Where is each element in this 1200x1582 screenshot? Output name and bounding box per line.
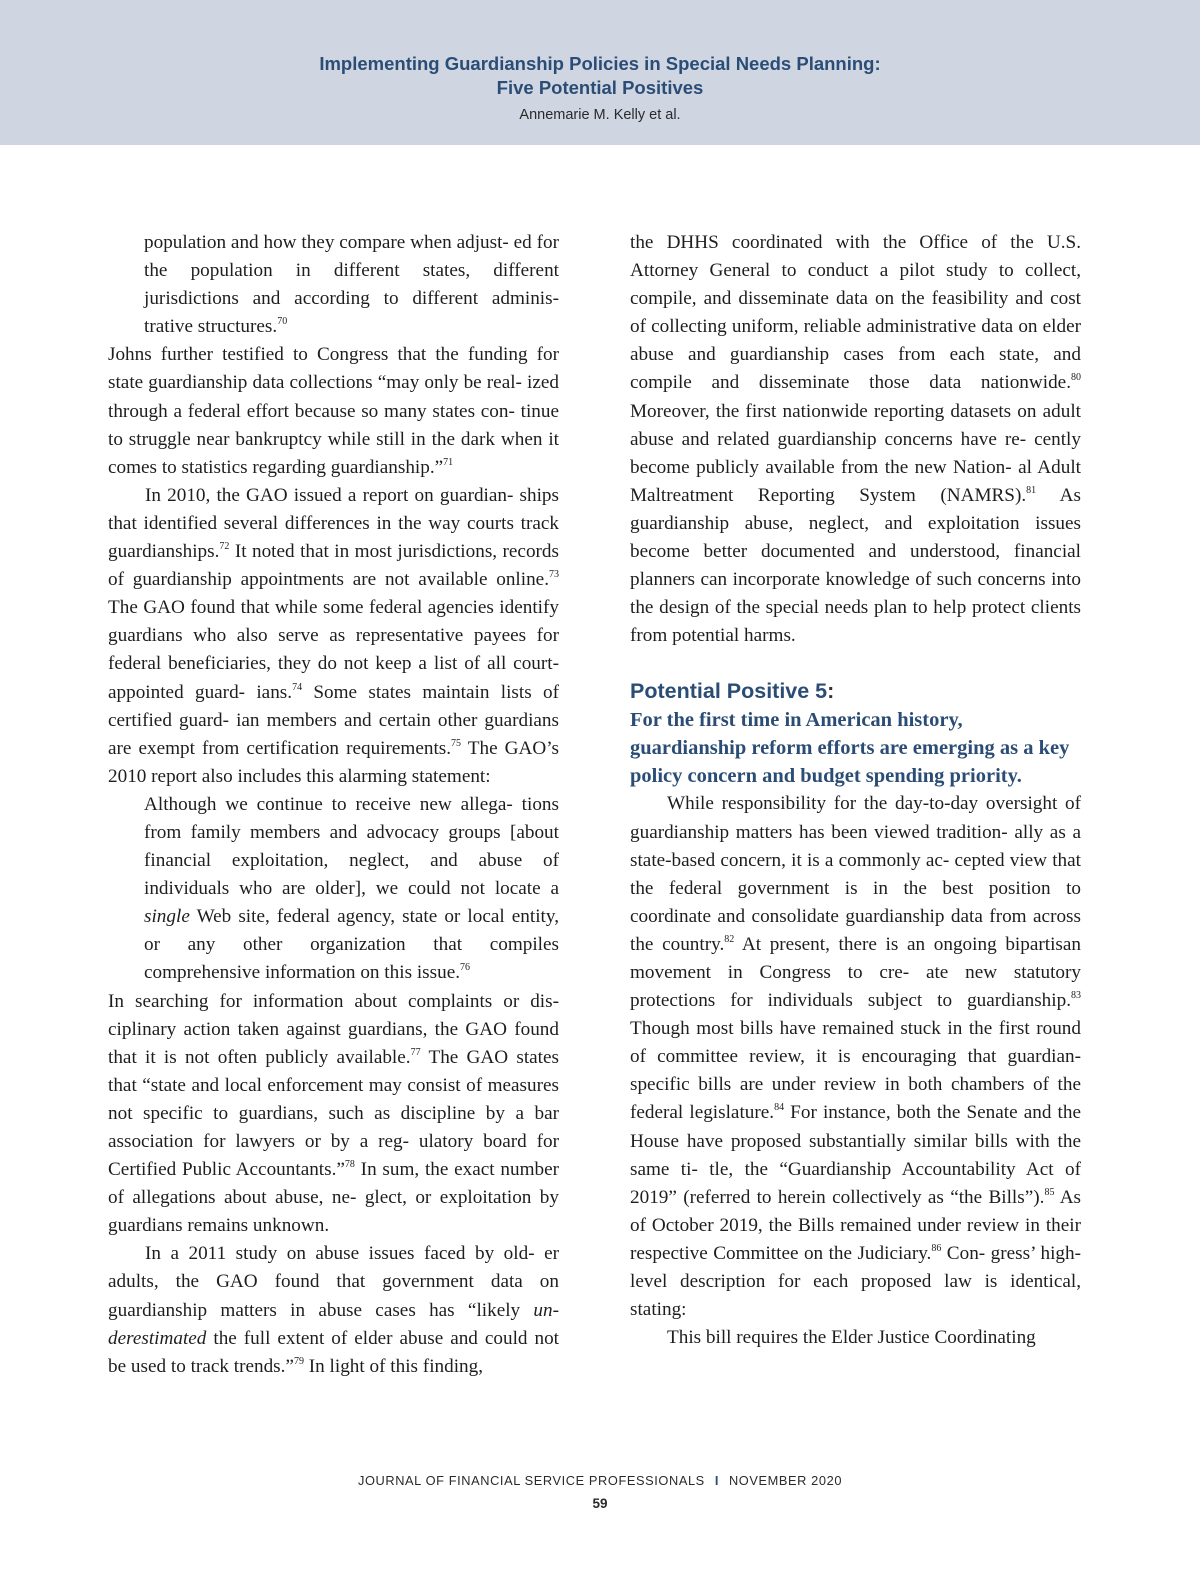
section-subheading: For the first time in American history, guardianship reform efforts are emerging as a key policy concern and budget spending priority.	[630, 709, 1070, 788]
title-line-1: Implementing Guardianship Policies in Special Needs Planning:	[319, 53, 881, 74]
footnote-ref[interactable]: 72	[219, 541, 230, 553]
footnote-ref[interactable]: 71	[443, 456, 454, 468]
footnote-ref[interactable]: 81	[1026, 484, 1037, 496]
paragraph-federal-reform: While responsibility for the day-to-day oversight of guardianship matters has been viewed tradition- ally as a state-based concern, it is a commonly ac- cepted view that the federal government is in the best position to coordinate and consolidate guardianship data from across the country.$^{82}$ At present, there is an ongoing bipartisan movement in Congress to cre- ate new statutory protections for individuals subject to guardianship.$^{83}$ Though most bills have remained stuck in the first round of committee review, it is encouraging that guardian-specific bills are under review in both chambers of the federal legislature.$^{84}$ For instance, both the Senate and the House have proposed substantially similar bills with the same ti- tle, the “Guardianship Accountability Act of 2019” (referred to herein collectively as “the Bills”).$^{85}$ As of October 2019, the Bills remained under review in their respective Committee on the Judiciary.$^{86}$ Con- gress’ high-level description for each proposed law is identical, stating:	[630, 793, 1082, 1321]
article-title	[0, 52, 1200, 100]
paragraph-gao-2011: In a 2011 study on abuse issues faced by old- er adults, the GAO found that government data on guardianship matters in abuse cases has “likely un- derestimated the full extent of elder abuse and could not be used to track trends.”$^{79}$ In light of this finding,	[108, 1243, 559, 1377]
block-quote-bill: This bill requires the Elder Justice Coordinating	[667, 1327, 1036, 1349]
footnote-ref[interactable]: 70	[277, 316, 288, 328]
paragraph-gao-2010: In 2010, the GAO issued a report on guardian- ships that identified several differences in the way courts track guardianships.$^{72}$ It noted that in most jurisdictions, records of guardianship appointments are not available online.$^{73}$ The GAO found that while some federal agencies identify guardians who also serve as representative payees for federal beneficiaries, they do not keep a list of all court-appointed guard- ians.$^{74}$ Some states maintain lists of certified guard- ian members and certain other guardians are exempt from certification requirements.$^{75}$ The GAO’s 2010 report also includes this alarming statement:	[108, 484, 559, 787]
footnote-ref[interactable]: 79	[293, 1355, 304, 1367]
right-column	[630, 229, 1081, 1352]
footnote-ref[interactable]: 80	[1071, 372, 1081, 384]
paragraph-dhhs: the DHHS coordinated with the Office of the U.S. Attorney General to conduct a pilot study to collect, compile, and disseminate data on the feasibility and cost of collecting uniform, reliable administrative data on elder abuse and guardianship cases from each state, and compile and disseminate those data nationwide.$^{80}$ Moreover, the first nationwide reporting datasets on adult abuse and related guardianship concerns have re- cently become publicly available from the new Nation- al Adult Maltreatment Reporting System (NAMRS).$^{81}$ As guardianship abuse, neglect, and exploitation issues become better documented and understood, financial planners can incorporate knowledge of such concerns into the design of the special needs plan to help protect clients from potential harms.	[630, 232, 1081, 647]
running-header	[0, 0, 1200, 145]
footnote-ref[interactable]: 82	[724, 933, 735, 945]
footnote-ref[interactable]: 76	[460, 962, 471, 974]
article-author: Annemarie M. Kelly et al.	[519, 107, 681, 123]
footnote-ref[interactable]: 75	[451, 737, 462, 749]
emphasis-single: single	[144, 906, 190, 928]
issue-date: NOVEMBER 2020	[728, 1473, 843, 1488]
title-line-2: Five Potential Positives	[496, 77, 704, 98]
journal-line	[0, 1473, 1200, 1488]
block-quote-testimony: population and how they compare when adjust- ed for the population in different states, different jurisdictions and according to different adminis- trative structures.$^{70}$	[144, 232, 559, 338]
footnote-ref[interactable]: 78	[344, 1159, 355, 1171]
footnote-ref[interactable]: 84	[774, 1102, 785, 1114]
emphasis-underestimated: un- derestimated	[108, 1299, 559, 1349]
footnote-ref[interactable]: 85	[1044, 1186, 1055, 1198]
footer-separator: I	[714, 1473, 719, 1488]
footnote-ref[interactable]: 86	[931, 1242, 942, 1254]
page-footer	[0, 1473, 1200, 1511]
journal-name: JOURNAL OF FINANCIAL SERVICE PROFESSIONALS	[357, 1473, 705, 1488]
footnote-ref[interactable]: 73	[549, 569, 559, 581]
page-number: 59	[592, 1496, 608, 1511]
left-column	[108, 229, 559, 1381]
footnote-ref[interactable]: 77	[410, 1046, 421, 1058]
paragraph-johns-testimony: Johns further testified to Congress that the funding for state guardianship data collections “may only be real- ized through a federal effort because so many states con- tinue to struggle near bankruptcy while still in the dark when it comes to statistics regarding guardianship.”$^{71}$	[108, 344, 559, 478]
footnote-ref[interactable]: 83	[1071, 990, 1081, 1002]
footnote-ref[interactable]: 74	[292, 681, 303, 693]
paragraph-complaints: In searching for information about complaints or dis- ciplinary action taken against guardians, the GAO found that it is not often publicly available.$^{77}$ The GAO states that “state and local enforcement may consist of measures not specific to guardians, such as discipline by a bar association for lawyers or by a reg- ulatory board for Certified Public Accountants.”$^{78}$ In sum, the exact number of allegations about abuse, ne- glect, or exploitation by guardians remains unknown.	[108, 990, 559, 1237]
section-heading: Potential Positive 5:	[630, 679, 835, 704]
block-quote-gao: Although we continue to receive new allega- tions from family members and advocacy groups [about financial exploitation, neglect, and abuse of individuals who are older], we could not locate a single Web site, federal agency, state or local entity, or any other organization that compiles comprehensive information on this issue.$^{76}$	[144, 793, 559, 984]
